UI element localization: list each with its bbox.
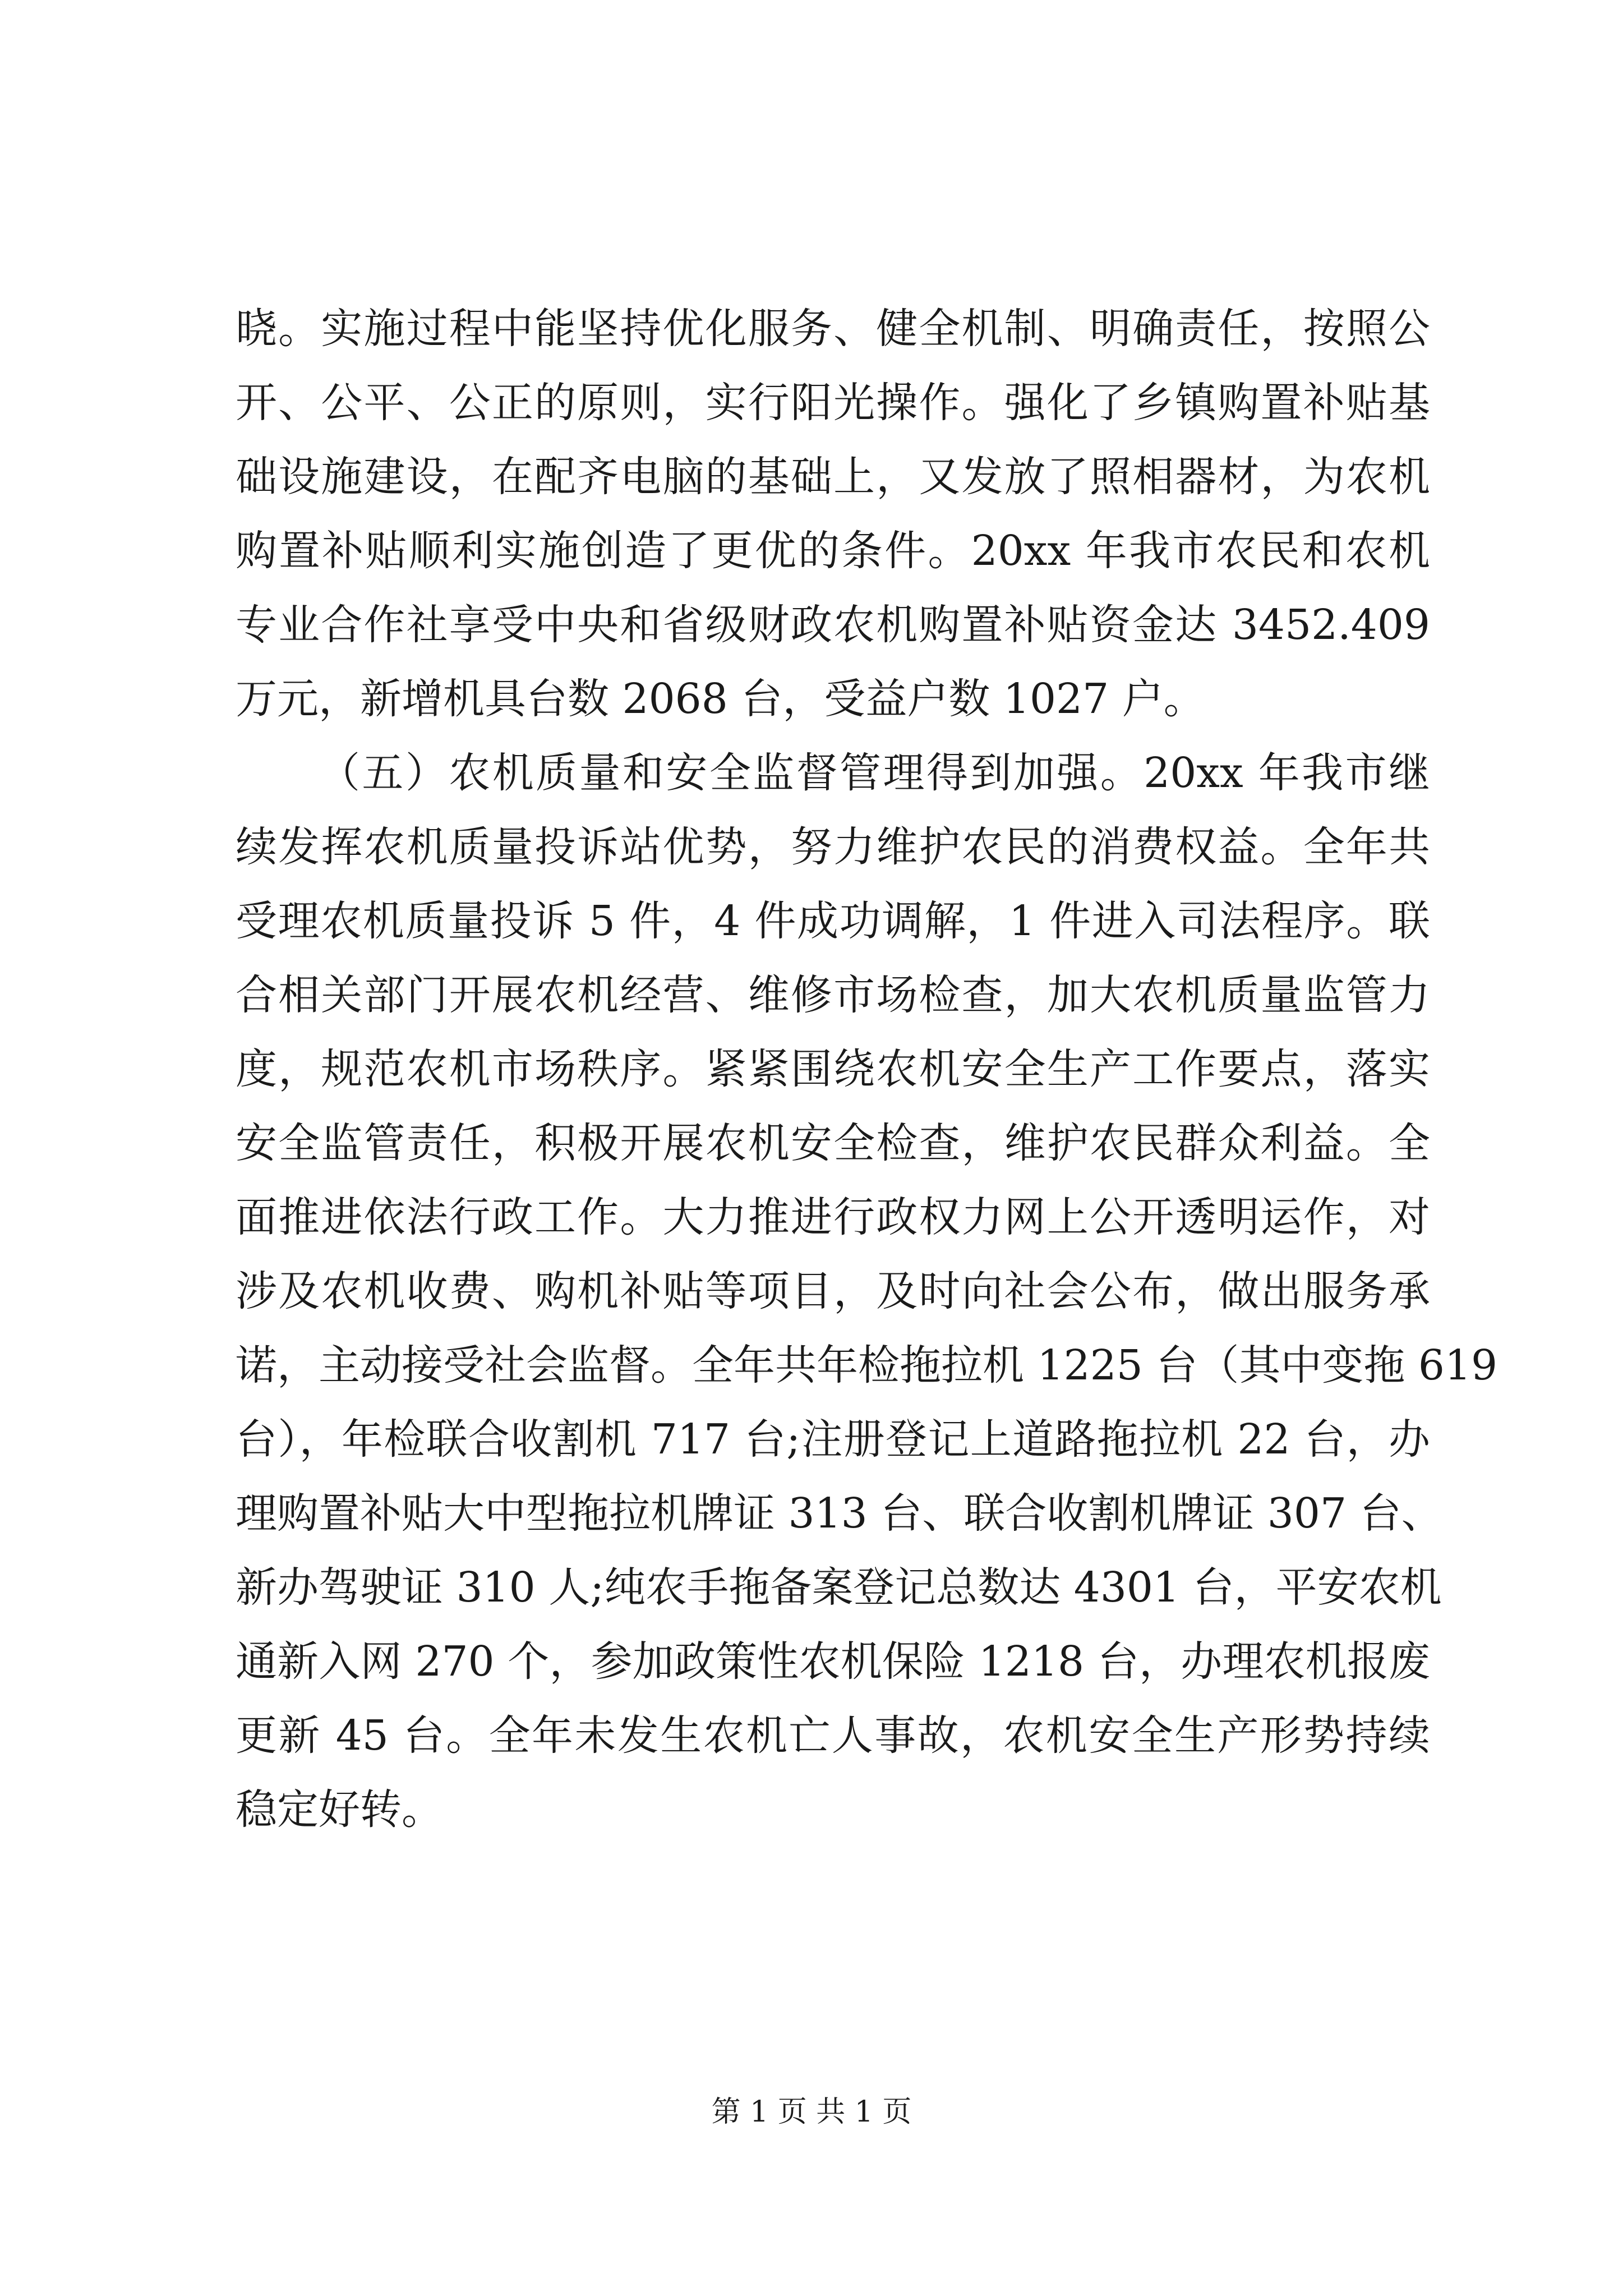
text-line: 通新入网 270 个，参加政策性农机保险 1218 台，办理农机报废 [236,1637,1430,1686]
text-line: 开、公平、公正的原则，实行阳光操作。强化了乡镇购置补贴基 [236,379,1430,427]
paragraph-1 [236,292,1430,736]
document-body [236,292,1498,1847]
text-line: 受理农机质量投诉 5 件，4 件成功调解，1 件进入司法程序。联 [236,897,1430,945]
text-line: 涉及农机收费、购机补贴等项目，及时向社会公布，做出服务承 [236,1267,1430,1315]
text-line: 台），年检联合收割机 717 台;注册登记上道路拖拉机 22 台，办 [236,1415,1430,1464]
text-line: 础设施建设，在配齐电脑的基础上，又发放了照相器材，为农机 [236,453,1430,501]
text-line: 更新 45 台。全年未发生农机亡人事故，农机安全生产形势持续 [236,1711,1430,1760]
paragraph-2 [236,736,1498,1847]
text-line: 合相关部门开展农机经营、维修市场检查，加大农机质量监管力 [236,971,1430,1019]
page-number: 第 1 页 共 1 页 [711,2095,912,2129]
text-line: 面推进依法行政工作。大力推进行政权力网上公开透明运作，对 [236,1193,1430,1241]
text-line: 专业合作社享受中央和省级财政农机购置补贴资金达 3452.409 [236,601,1431,649]
text-line: 安全监管责任，积极开展农机安全检查，维护农民群众利益。全 [236,1119,1430,1167]
text-line: 续发挥农机质量投诉站优势，努力维护农民的消费权益。全年共 [236,823,1430,871]
page-footer [0,2092,1623,2132]
text-line: 晓。实施过程中能坚持优化服务、健全机制、明确责任，按照公 [236,305,1430,353]
text-line: 度，规范农机市场秩序。紧紧围绕农机安全生产工作要点，落实 [236,1045,1430,1093]
text-line: （五）农机质量和安全监督管理得到加强。20xx 年我市继 [319,749,1430,797]
text-line: 购置补贴顺利实施创造了更优的条件。20xx 年我市农民和农机 [236,527,1430,575]
text-line: 万元，新增机具台数 2068 台，受益户数 1027 户。 [236,675,1205,723]
text-line: 稳定好转。 [236,1786,443,1834]
text-line: 理购置补贴大中型拖拉机牌证 313 台、联合收割机牌证 307 台、 [236,1489,1443,1538]
text-line: 诺，主动接受社会监督。全年共年检拖拉机 1225 台（其中变拖 619 [236,1341,1498,1389]
text-line: 新办驾驶证 310 人;纯农手拖备案登记总数达 4301 台，平安农机 [236,1563,1442,1612]
